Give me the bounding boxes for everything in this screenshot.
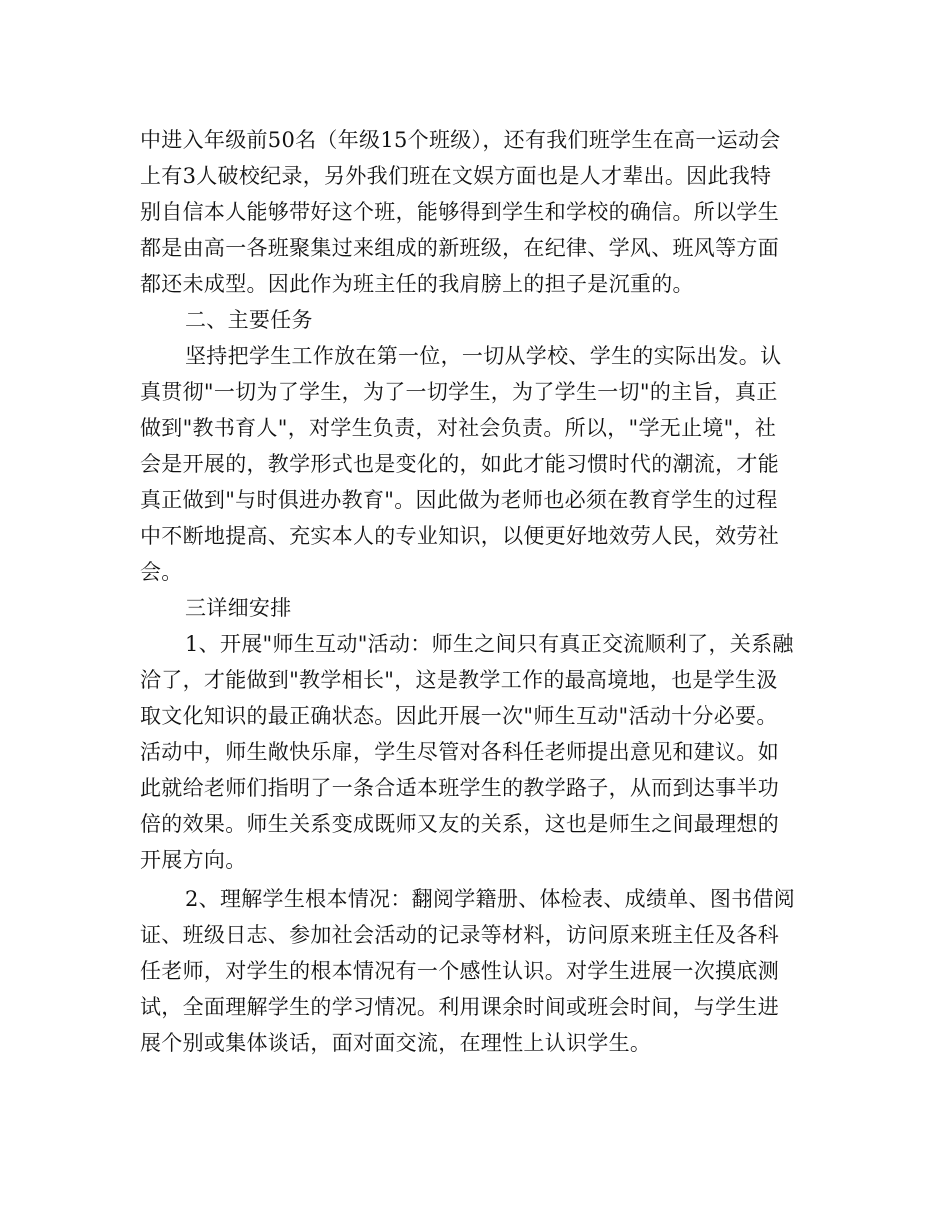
text-line: 证、班级日志、参加社会活动的记录等材料，访问原来班主任及各科: [140, 923, 779, 947]
text-line: 别自信本人能够带好这个班，能够得到学生和学校的确信。所以学生: [140, 200, 779, 224]
section-heading: 二、主要任务: [185, 308, 313, 332]
paragraph-first-line: 2、理解学生根本情况：翻阅学籍册、体检表、成绩单、图书借阅: [185, 887, 796, 911]
text-line: 活动中，师生敞快乐扉，学生尽管对各科任老师提出意见和建议。如: [140, 740, 779, 764]
text-line: 都是由高一各班聚集过来组成的新班级，在纪律、学风、班风等方面: [140, 236, 779, 260]
text-line: 都还未成型。因此作为班主任的我肩膀上的担子是沉重的。: [140, 272, 694, 296]
text-line: 此就给老师们指明了一条合适本班学生的教学路子，从而到达事半功: [140, 776, 779, 800]
text-line: 真正做到"与时俱进办教育"。因此做为老师也必须在教育学生的过程: [140, 488, 778, 512]
section-heading: 三详细安排: [185, 596, 292, 620]
text-line: 会。: [140, 560, 183, 584]
text-line: 中进入年级前50名（年级15个班级），还有我们班学生在高一运动会: [140, 128, 781, 152]
text-line: 洽了，才能做到"教学相长"，这是教学工作的最高境地，也是学生汲: [140, 668, 778, 692]
text-line: 上有3人破校纪录，另外我们班在文娱方面也是人才辈出。因此我特: [140, 164, 772, 188]
text-line: 倍的效果。师生关系变成既师又友的关系，这也是师生之间最理想的: [140, 812, 779, 836]
paragraph-first-line: 坚持把学生工作放在第一位，一切从学校、学生的实际出发。认: [185, 344, 782, 368]
text-line: 中不断地提高、充实本人的专业知识，以便更好地效劳人民，效劳社: [140, 524, 779, 548]
text-line: 试，全面理解学生的学习情况。利用课余时间或班会时间，与学生进: [140, 995, 779, 1019]
text-line: 做到"教书育人"，对学生负责，对社会负责。所以，"学无止境"，社: [140, 416, 777, 440]
text-line: 会是开展的，教学形式也是变化的，如此才能习惯时代的潮流，才能: [140, 452, 779, 476]
text-line: 开展方向。: [140, 848, 247, 872]
text-line: 展个别或集体谈话，面对面交流，在理性上认识学生。: [140, 1031, 652, 1055]
paragraph-first-line: 1、开展"师生互动"活动：师生之间只有真正交流顺利了，关系融: [185, 632, 794, 656]
text-line: 真贯彻"一切为了学生，为了一切学生，为了学生一切"的主旨，真正: [140, 380, 778, 404]
text-line: 取文化知识的最正确状态。因此开展一次"师生互动"活动十分必要。: [140, 704, 778, 728]
text-line: 任老师，对学生的根本情况有一个感性认识。对学生进展一次摸底测: [140, 959, 779, 983]
